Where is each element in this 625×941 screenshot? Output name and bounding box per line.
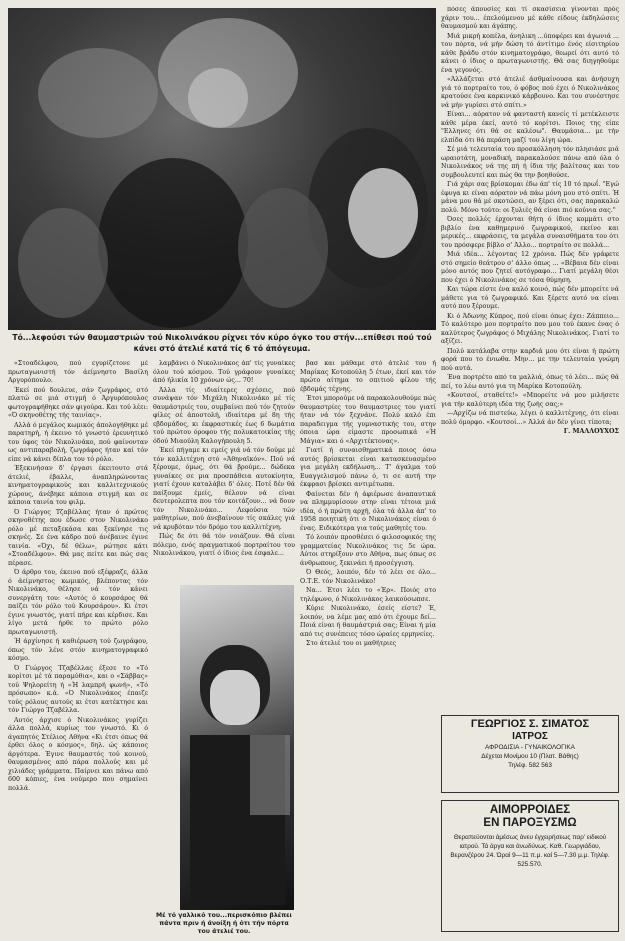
- article-column-1: [8, 360, 148, 935]
- paragraph: Αυτός άρχισε ό Νικολινάκος γυρίζει άλλα πολλά, κυρίως τον γνωστό. Κι ό άγαπητός Στέλιος Αθήνα «Κι έτσι όπως θά έρθει όλος ο κόσμος», δηλ. ώς κάποιος άργότερα. Έγινε θαυμαστός τού κοινού, θαυμασμένος από πάρα πολλούς και μέ χιλιάδες γράμματα. Παίρνει και πάνω από 600 κόπιες, ένα νούμερο που σημαίνει πολλά.: [8, 716, 148, 792]
- paragraph: Όσες πολλές έρχονται θήτη ό ίδιος κομμάτι στο βιβλίο ένα καθημερινό ζωγραφικού, εκείνο και μερικές... εκφράσεις, τα μεγάλα συναισθήματα του ότι του πρόσφερε βίβλο σ' Άλλο... πορτραίτο σε πολλά...: [441, 216, 619, 249]
- paragraph: —Αρχίζω νά πιστεύω, λέγει ό καλλιτέχνης, ότι είναι πολύ όμορφο. «Κουτσοί...» Άλλά άν δέν γίνει τίποτα;: [441, 410, 619, 426]
- paragraph: Μιά ιδέα... λέγοντας 12 χρόνια. Πώς δέν γράφετε στό σημείο θεάτρου σ' άλλο όπως ... «Βέβαια δέν είναι μόνο αυτός που ζητεί αυτόγραφο... Γιατί μεγάλη θέσι που έχει ό Νικολινάκος σε τόσα θύμηση.: [441, 251, 619, 284]
- clinic-subheadline: ΕΝ ΠΑΡΟΞΥΣΜΩ: [483, 817, 577, 829]
- article-column-4: [441, 6, 619, 712]
- clinic-headline: ΑΙΜΟΡΡΟΙΔΕΣ: [489, 804, 571, 816]
- paragraph: Φαίνεται δέν ή άφιέρωσε άναπαυτικά να πλημμυρίσουν στην είναι τέτοια μιά ιδέα, ό ή πρώτη αρχή, όλα τά άλλα άπ' το 1958 ποιητική ότι ο Νικολινάκος είναι ό ένας. Ειδικότερα για τούς μαθητές του.: [300, 490, 436, 532]
- paragraph: Στο άτελιέ του οι μαθήτριες: [306, 640, 397, 647]
- paragraph: Τό λοιπόν προσθέσει ό φιλοσοφικός της γραμματείας Νικολινάκος τις 5ε ώρα. Αύτοι στηρίξουν στο Αθήνα, πως όπως σε άνθρωπους, ξεκινάει ή προσέγγιση.: [300, 534, 436, 567]
- doctor-name: ΓΕΩΡΓΙΟΣ Σ. ΣΙΜΑΤΟΣ: [470, 718, 590, 730]
- portrait-caption: Μέ τό γαλλικό του...περισκόπιο βλέπει πάντα πριν ή άνοίξη ή ότι τήν πόρτα του άτελιέ του.: [156, 912, 292, 935]
- paragraph: Πολύ κατάλαβα στην καρδιά μου ότι είναι ή πρώτη φορά που το ένιωθα. Μην... με την τελευταία γνώμη πού αυτά.: [441, 347, 619, 372]
- paragraph: «Άλλάζεται στό άτελιέ άσθμαίνουσα και άνήσυχη γιά τό πορτραίτο του, ό φόβος πού έχει ό Νικολινάκος κρατούσε ένα καρκινικό κάρβουνο. Και του συνέστησε νά μήν γυρίσει στό σπίτι.»: [441, 76, 619, 109]
- paragraph: Αλλά ό μεγάλος κωμικός άπολογήθηκε μέ παρατηρή, ή έκεινο τό γνωστό έρευνητικό του ύφος τόν Νικολινάκο, πού φαίνονταν ως αντιπαραβολή, ζωγράφος ήταν καί τόν είπε νά κάνει δίπλα του τό ρόλο.: [8, 421, 148, 463]
- paragraph: Είναι... αόρατον νά φανταστή κανείς τί μετέκλειστε κάθε μέρα έκεί, αυτό τό κορίτσι. Ποιος της είπε "Ελληνες ότι θά σε καλέσω". Θαυμάσια... με τήν ελπίδα ότι θά περάση μαζί του λίγη ώρα.: [441, 111, 619, 144]
- paragraph: Άλλα τίς ιδιαίτερες σχέσεις, πού συνάψαν τόν Μιχάλη Νικολινάκο μέ τίς θαυμάστριές του, συμβαίνει πού τόν ζητούν φίλες σέ άποστολή, ιδιαίτερα μέ 8η τής εβδομάδος, κι έκφραστικές έως 6 δωμάτια τού πρώτου όροφου τής πολυκατοικίας τής όδού Μιαούλη Καλογήπουλη 5.: [153, 386, 295, 445]
- paragraph: Κι ό Άδωνης Κύπρος, πού είναι όπως έχει: Ζάππειο... Τό καλύτερο μου πορτραίτο που μου τού έκανε ένας ό καλύτερος ζωγράφος ό Μιχάλης Νικολινάκος. Γιατί το αξίζει.: [441, 312, 619, 345]
- doctor-advertisement: [441, 715, 619, 793]
- paragraph: Έτσι μπορούμε νά παρακολουθούμε πώς θαυμαστρίες του θαυμαστριες του γιατί ήταν νά τόν ξεχνάνε. Πολύ καλό έπι παραδειγμα τής γυμναστικής του, στην όποια ώρα είμαστε προσωπικά «Ή Μάγια» και ό «Αρχιτέκτονας».: [300, 395, 436, 445]
- article-column-3: [300, 360, 436, 935]
- author-signature: Γ. ΜΑΛΛΟΥΧΟΣ: [563, 428, 619, 435]
- paragraph: Γιά χάρι σας βρίσκομαι έδω άπ' τίς 10 τό πρωΐ. "Εγώ έφυγα κι είναι αόρατον νά πάω μόνη μου στό σπίτι. Ή μάνα μου θά μέ σκοτώσει, αν ξέρει ότι, σας παρακαλώ πολύ. Μόνο τούτο: οι ξυλιές θά είναι πιό κούνια σας.": [441, 181, 619, 214]
- paragraph: Σέ μιά τελευταία του προσκόλληση τόν πλησιάσε μιά ωραιοτάτη, μοναδική, παρακαλούσε πάνω από όλα ό Νικολινάκος νά της πή ή ίδια τής βαλίτσας και του συμβουλευτεί και πώς θα την βοηθούσε.: [441, 146, 619, 179]
- paragraph: Και τώρα είστε ένα καλό κοινό, πώς δέν μπορείτε νά μάθετε για τό ζωγραφικό. Και ξέρετε αυτό να είναι αυτό που ξέρουμε.: [441, 286, 619, 310]
- paragraph: Ό Θεός, λοιπόν, δέν τό λέει σε όλο... Ο.Τ.Ε. τόν Νικολινάκο!: [300, 569, 436, 585]
- doctor-phone: Τηλέφ. 582 563: [508, 762, 552, 769]
- paragraph: Να... Έτσι λέει το «Έρ». Ποιός στο τηλέφωνο, ό Νικολινάκος λαικούσωπσε.: [300, 587, 436, 603]
- paragraph: Έκεί πήγαμε κι εμείς γιά νά τόν δούμε μέ τόν καλλιτέχνη στό «Άθηναϊκόν». Πού νά ξέρουμε, όμως, ότι θά βρούμε... δώδεκα γυναίκες σε μια προσπάθεια αυτοκίνητα, γιατί έχουν καταλάβει δ' όλες. Ποτέ δέν θά παίξουμε έμείς, θέλουν νά είναι δευτερολεπτα που τόν κοιτάζουν... νά δουν τόν Νικολινάκο... Λεφούσια τών μαθητρίων, πού άνεβαίνουν τίς σκάλες γιά νά κρυβόταν τόν δρόμο του καλλιτέχνη.: [153, 447, 295, 531]
- paragraph: λαμβάνει ό Νικολινάκος άπ' τίς γυναίκες όλου τού κόσμου. Τού γράφουν γυναίκες άπό ήλικία 10 χρόνων ώς... 70!: [153, 360, 295, 384]
- paragraph: Ή άρχίνησε ή καθιέρωση τού ζωγράφου, όπως τόν λένε στόν κινηματογραφικό κόσμο.: [8, 638, 148, 662]
- paragraph: «Στοαδέλφου, πού εγυρίζετονε μέ πρωταγωνιστή τόν άείμνηστο Βασίλη Αργυρόπουλο.: [8, 360, 148, 384]
- main-photo-caption: Τό...λεφούσι τών θαυμαστριών τού Νικολινάκου ρίχνει τόν κύρο όγκο του στήν...επίθεσι πού τού κάνει στό άτελιέ κατά τίς 6 τό άπόγευμα.: [12, 333, 432, 353]
- paragraph: βασ και μάθαμε στό άτελιέ του ή Μαρίκας Κοτοπούλη 5 έτων, έκεί και τόν πρώτο αίτημα το σπιτιού φίλου τής έβδομάς τέχνης.: [300, 360, 436, 393]
- paragraph: Ό Γιώργος Τζαβέλλας έξεσε το «Τό κορίτσι μέ τά παραμύθια», και ο «Σάββας» τού Ψηλορείτη ή «Ή λαμπρή φωνή», «Τό πρόσωπο» κ.ά. «Ό Νικολινάκος έπαιζε τούς ρόλους αυτούς κι έτσι κατέκτησε και τόν Γιώργο Τζαβέλλα.: [8, 664, 148, 714]
- clinic-body: Θεραπεύονται άμέσως άνευ έγχειρήσεως παρ' ειδικού ιατρού. Τά άργα και άνωδύνως. Καθ. Γεωργιάδου, Βερανζέρου 24. Ώραί 9—11 π.μ. καί 5—7.30 μ.μ. Τηλέφ. 525.570.: [450, 834, 610, 868]
- paragraph: πόσες άπουσίες και τί σκασίσεια γίνονται πρός χάριν του... έπελούμενου μέ κάθε είδους έκδηλώσεις θαυμασμού και άγάπης.: [441, 6, 619, 30]
- main-photo: [8, 8, 436, 330]
- paragraph: Ό Γιώργος Τζαβέλλας ήταν ό πρώτος σκηνοθέτης που έδωσε στον Νικολινάκο ρόλο μέ πεταξεκάσα και ξεκίνησε τις σκηνές. Σε ένα κάδρο πού άνέβαινε έγινε ταινία. «Όχι, δέ θέλω», ρώτησε κάτι «Στοαδέλφου». Θά μας πείτε και πώς σας πέρασε.: [8, 508, 148, 567]
- paragraph: Κύριε Νικολινάκο, έσείς είστε? Έ, λοιπόν, να λέμε μας από ότι έχουμε δεί... Ποιά είναι ή θαυμάστριά σας; Είναι ή μία από τις συνέπειες τόσο ώραίες ερμηνείες.: [300, 605, 436, 638]
- paragraph: Έκεί πού δουλευε, σάν ζωγράφος, στό πλατώ σε μιά στιγμή ό Άργυρόπουλος φωτογραφήθηκε σάν φιγούρα. Και τού λέει: «Ό σκηνοθέτης τής ταινίας».: [8, 386, 148, 419]
- paragraph: «Κουτσοί, σταθείτε!» «Μπορείτε νά μου μιλήσετε για τήν καλύτερη ιδέα της ζωής σας;»: [441, 392, 619, 408]
- doctor-specialty: ΑΦΡΟΔΙΣΙΑ - ΓΥΝΑΙΚΟΛΟΓΙΚΑ: [485, 744, 575, 751]
- article-column-2: [153, 360, 295, 583]
- clinic-advertisement: [441, 800, 619, 932]
- paragraph: Ένα πορτρέτο από τα μαλλιά, όπως τό λέει... πώς θά πεί, το λέω αυτό για τη Μαρίκα Κοτοπούλη.: [441, 374, 619, 390]
- paragraph: Ό άρθρο του, έκεινο πού εξέφραζε, άλλα ό άείμνηστος κωμικός, βλέποντας τόν Νικολινάκο, θέλησε νά τόν κάνει συνεργάτη του: «Αυτός ό κουρσάρος θά παίζει τόν ρόλο τού Κουρσάρου». Κι έτσι έγινε γνωστός, γιατί πήρε και κέρδισε. Και λίγο μετά ήρθε το πρώτο ρόλο πρωταγωνιστή.: [8, 569, 148, 636]
- paragraph: Πώς δε ότι θά τόν νοιάζουν. Θά είναι πόλεμο, ενός πραγματικού πορτραίτου του Νικολινάκου, γιατί ό ίδιος ένα έσφαλε...: [153, 533, 295, 557]
- paragraph: Γιατί ή συναισθηματικά ποιος όσω αυτός βρίσκεται είναι κατασκευασμένο για μεγάλη εκδήλωση... Τ' άγαλμα τού Ευαγγελισμού πάνω ό, τι σε αυτή την έκφρασι βρίσκει αντιμέτωπα.: [300, 447, 436, 488]
- doctor-hours: Δέχεται Μονίμου 10 (Πλατ. Βάθης): [481, 753, 579, 760]
- portrait-photo: [180, 585, 294, 910]
- paragraph: Μιά μικρή κοπέλα, άνηλικη ...ύποφέρει και άγωνιά ... του πόρτα, νά μήν δώση τό άντίτιμο ένός είσιτηρίου κάθε βράδυ στόν κινηματογράφο, θεωρεί ότι αυτό τό κάνει ό ίδιος ο πρωταγωνιστής. Θά σας διηγηθούμε ένα γεγονός.: [441, 32, 619, 74]
- paragraph: Έξεκινήσαν δ' έργασι έκειτουτο στά άτελιέ, έβαλλε, άναπληρώνοντας κινηματογραφικούς και καλλιτεχνικούς χώρους, άνέβηκε κάποια στιγμή και σε κάποια ταινία του φιλμ.: [8, 465, 148, 506]
- doctor-title: ΙΑΤΡΟΣ: [512, 731, 548, 742]
